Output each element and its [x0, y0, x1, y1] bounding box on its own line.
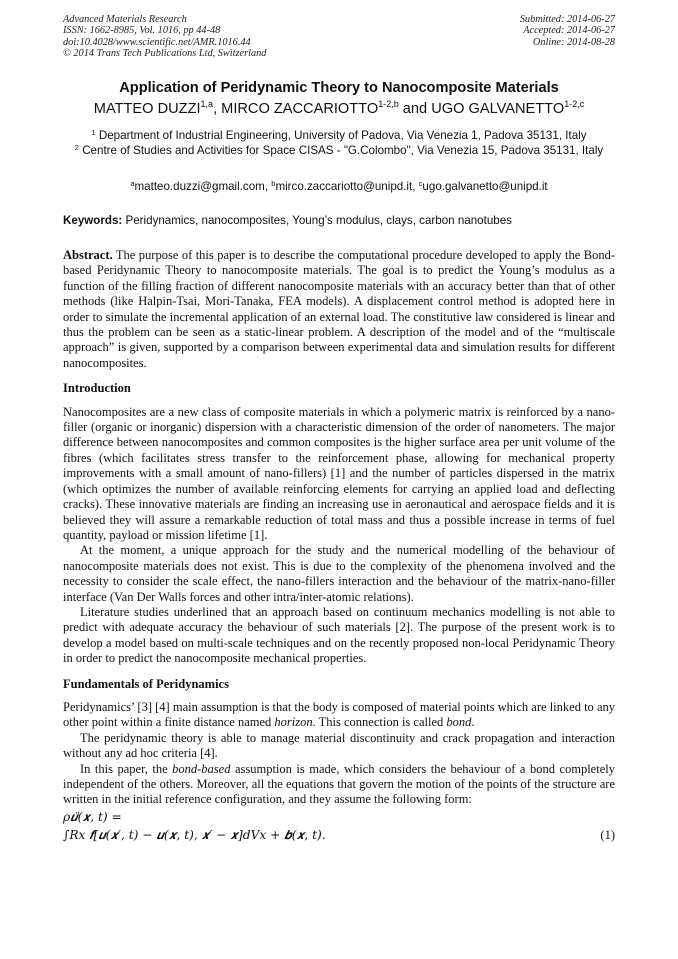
paper-body — [63, 248, 615, 844]
author-name: UGO GALVANETTO — [431, 101, 565, 117]
equation-number: (1) — [600, 827, 615, 842]
paragraph: At the moment, a unique approach for the study and the numerical modelling of the behaviour of nanocomposite materials does not exist. This is due to the complexity of the phenomena involved and the necessity to consider the scale effect, the nano-fillers interaction and the behaviour of the matrix-nano-filler interface (Van Der Walls forces and other intra/inter-atomic relations). — [63, 543, 615, 604]
email-link[interactable]: mirco.zaccariotto@unipd.it, — [275, 180, 419, 193]
submitted-date: Submitted: 2014-06-27 — [519, 14, 615, 25]
affiliation-text: Centre of Studies and Activities for Space CISAS - "G.Colombo", Via Venezia 15, Padova 35131, Italy — [82, 144, 604, 157]
author-separator: and — [398, 101, 432, 117]
email-sup: b — [271, 179, 276, 188]
text-run: Peridynamics’ [3] [4] main assumption is that the body is composed of material points which are linked to any other point within a finite distance named — [63, 699, 615, 730]
paragraph: Nanocomposites are a new class of composite materials in which a polymeric matrix is reinforced by a nano-filler (organic or inorganic) dispersion with a characteristic dimension of the order of nanometers. The major difference between nanocomposites and common composites is the higher surface area per unit volume of the fibres (which facilitates stress transfer to the reinforcement phase, allowing for mechanical property improvements with a small amount of nano-fillers) [1] and the number of particles dispersed in the matrix (which optimizes the number of available reinforcing elements for carrying an applied load and deflecting cracks). These innovative materials are finding an increasing use in aeronautical and aerospace fields and it is believed they will assure a remarkable reduction of total mass and thus a possible increase in terms of fuel quantity, payload or mission lifetime [1]. — [63, 404, 615, 542]
journal-name: Advanced Materials Research — [63, 14, 187, 25]
journal-copyright: © 2014 Trans Tech Publications Ltd, Switzerland — [63, 48, 267, 60]
text-run: In this paper, the — [80, 761, 173, 776]
equation-line-1: ρ𝒖̈(𝒙, 𝑡) = — [63, 809, 122, 824]
journal-doi[interactable]: doi:10.4028/www.scientific.net/AMR.1016.44 — [63, 36, 251, 48]
term-bond-based: bond-based — [172, 761, 231, 776]
author-sup: 1-2,c — [564, 99, 585, 109]
paragraph — [63, 700, 615, 731]
equation-line-2 — [63, 826, 615, 844]
accepted-date: Accepted: 2014-06-27 — [523, 25, 615, 37]
email-link[interactable]: matteo.duzzi@gmail.com, — [134, 180, 272, 193]
affiliations — [63, 128, 615, 158]
author-emails — [40, 180, 638, 193]
section-heading-fundamentals: Fundamentals of Peridynamics — [63, 676, 229, 691]
text-run: assumption is made, which considers the behaviour of a bond completely independent of the others. Moreover, all the equations that govern the motion of the points of the structure are written in the initial reference configuration, and they assume the following form: — [63, 761, 615, 807]
affiliation-2 — [63, 143, 615, 158]
paragraph: The peridynamic theory is able to manage material discontinuity and crack propagation and interaction without any ad hoc criteria [4]. — [63, 730, 615, 761]
equation-body: ∫𝑅𝑥 𝒇[𝒖(𝒙′, 𝑡) − 𝒖(𝒙, 𝑡), 𝒙′ − 𝒙]𝑑𝑉𝑥 + 𝒃(𝒙, 𝑡). — [63, 827, 326, 842]
email-sup: a — [130, 179, 135, 188]
abstract — [63, 248, 615, 371]
term-horizon: horizon — [274, 715, 313, 730]
text-run: . This connection is called — [312, 715, 447, 730]
email-sup: c — [418, 179, 423, 188]
author-sup: 1-2,b — [378, 99, 399, 109]
online-date: Online: 2014-08-28 — [532, 36, 615, 48]
affiliation-1 — [63, 128, 615, 143]
keywords-text: Peridynamics, nanocomposites, Young’s modulus, clays, carbon nanotubes — [122, 214, 512, 227]
abstract-label: Abstract. — [63, 248, 113, 262]
affiliation-text: Department of Industrial Engineering, University of Padova, Via Venezia 1, Padova 35131, Italy — [98, 129, 587, 142]
author-separator: , — [213, 101, 222, 117]
journal-issn: ISSN: 1662-8985, Vol. 1016, pp 44-48 — [63, 25, 221, 37]
email-link[interactable]: ugo.galvanetto@unipd.it — [422, 180, 548, 193]
dates-header — [520, 14, 615, 48]
affiliation-sup: 1 — [91, 128, 96, 137]
text-run: . — [471, 715, 475, 730]
paragraph — [63, 762, 615, 808]
author-list — [30, 101, 648, 117]
paragraph: Literature studies underlined that an approach based on continuum mechanics modelling is not able to predict with adequate accuracy the behaviour of such materials [2]. The purpose of the present work is to develop a model based on multi-scale techniques and on the recently proposed non-local Peridynamic Theory in order to predict the nanocomposite mechanical properties. — [63, 604, 615, 666]
abstract-text: The purpose of this paper is to describe the computational procedure developed to apply the Bond-based Peridynamic Theory to nanocomposite materials. The goal is to predict the Young’s modulus as a function of the filling fraction of different nanocomposite materials with an accuracy better than that of other methods (like Halpin-Tsai, Mori-Tanaka, FEA models). A displacement control method is adopted here in order to simulate the incremental application of an external load. The constitutive law considered is linear and thus the problem can be seen as a static-linear problem. A description of the model and of the “multiscale approach” is given, supported by a comparison between experimental data and simulation results for different nanocomposites. — [63, 248, 615, 370]
section-heading-introduction: Introduction — [63, 381, 131, 396]
journal-header — [63, 14, 266, 60]
author-sup: 1,a — [200, 99, 214, 109]
affiliation-sup: 2 — [74, 143, 79, 152]
paper-title: Application of Peridynamic Theory to Nanocomposite Materials — [119, 80, 559, 96]
author-name: MIRCO ZACCARIOTTO — [221, 101, 379, 117]
term-bond: bond — [446, 715, 472, 730]
author-name: MATTEO DUZZI — [93, 101, 201, 117]
keywords — [63, 214, 615, 227]
keywords-label: Keywords: — [63, 214, 123, 227]
